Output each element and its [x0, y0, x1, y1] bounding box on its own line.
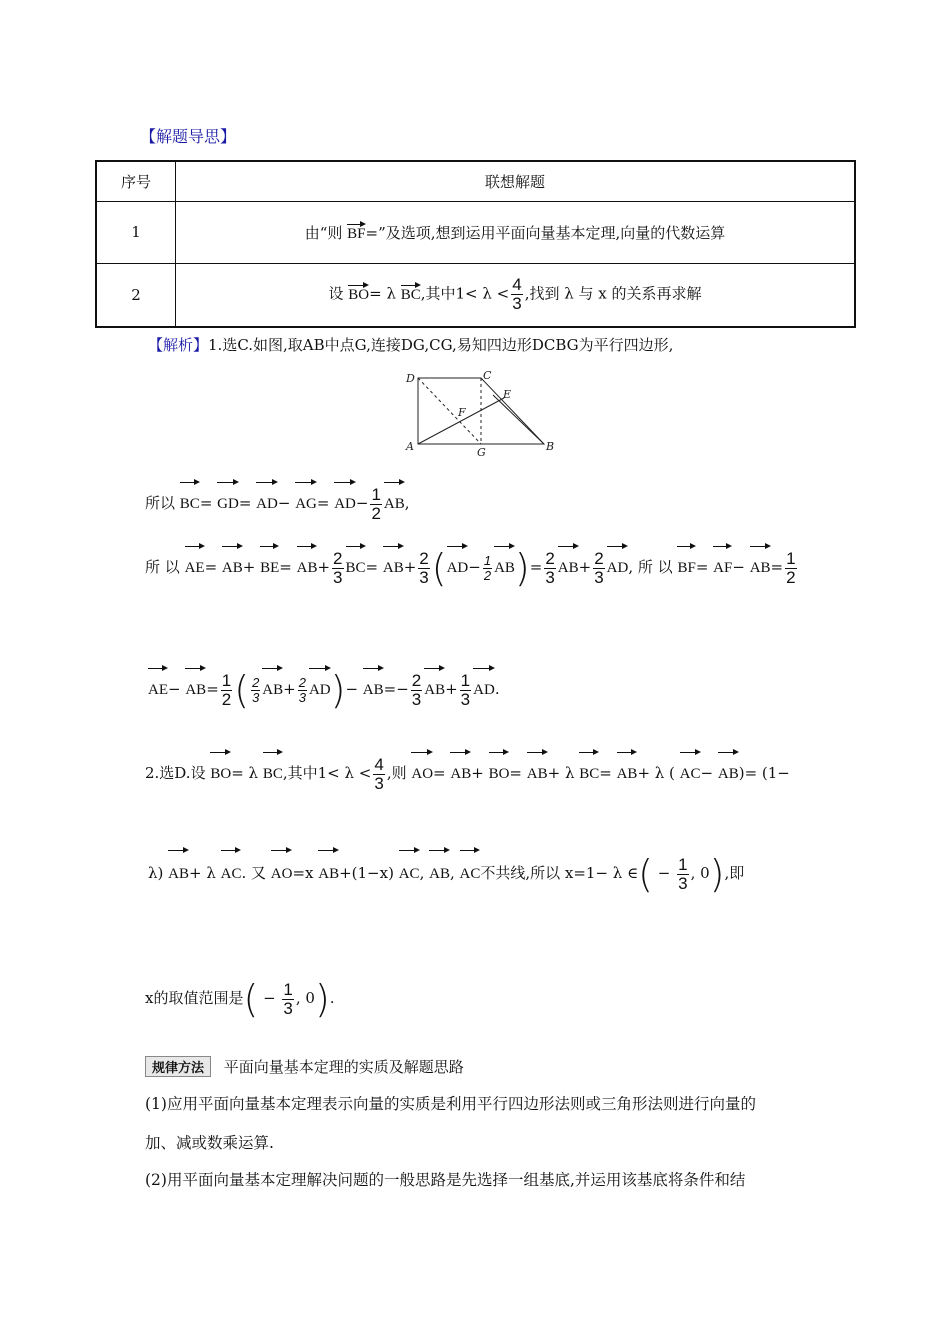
table-row-num: 2 [96, 263, 176, 327]
method-tag: 规律方法 [145, 1056, 211, 1077]
equation-line-5: λ) AB+ λ AC. 又 AO=x AB+(1−x) AC, AB, AC不共线,所以 x=1− λ ∈( − $\frac{1}{3}$ , 0),即 [148, 848, 744, 896]
method-title: 平面向量基本定理的实质及解题思路 [223, 1058, 464, 1076]
equation-line-4: 2.选D.设 BO= λ BC,其中1< λ < $\frac{4}{3}$ ,则 AO= AB+ BO= AB+ λ BC= AB+ λ ( AC− AB)= (1− [145, 750, 790, 794]
table-row-idea: 由“则 BF=”及选项,想到运用平面向量基本定理,向量的代数运算 [176, 201, 856, 263]
label-D: D [406, 372, 415, 385]
label-E: E [503, 388, 512, 401]
guide-label: 【解题导思】 [140, 127, 237, 146]
analysis-label: 【解析】 [148, 336, 209, 354]
label-C: C [483, 369, 492, 382]
method-paragraph-1b: 加、减或数乘运算. [145, 1134, 274, 1152]
guide-table [95, 160, 856, 328]
method-paragraph-2: (2)用平面向量基本定理解决问题的一般思路是先选择一组基底,并运用该基底将条件和结 [145, 1171, 746, 1189]
table-row [96, 263, 855, 327]
label-B: B [546, 440, 555, 453]
table-header-idea: 联想解题 [176, 161, 856, 201]
equation-line-3: AE− AB= $\frac{1}{2}$ ( $\frac{2}{3}$ AB+ $\frac{2}{3}$ AD)− AB=− $\frac{2}{3}$ AB+ $\frac{1}{3}$ AD. [148, 668, 500, 712]
table-row-idea: 设 BO= λ BC,其中1< λ < $\frac{4}{3}$ ,找到 λ 与 x 的关系再求解 [176, 263, 856, 327]
equation-line-1: 所以 BC= GD= AD− AG= AD− $\frac{1}{2}$ AB, [145, 480, 410, 524]
table-row [96, 201, 855, 263]
equation-line-2: 所 以 AE= AB+ BE= AB+ $\frac{2}{3}$ BC= AB+ $\frac{2}{3}$ (AD− $\frac{1}{2}$ AB)= $\frac{2}{3}$ AB+ $\frac{2}{3}$ AD, 所 以 BF= AF− AB= $\frac{1}{2}$ [145, 546, 796, 590]
analysis-intro: 【解析】1.选C.如图,取AB中点G,连接DG,CG,易知四边形DCBG为平行四边形, [148, 336, 674, 354]
method-header [145, 1056, 464, 1077]
vector: BO [348, 283, 369, 304]
vector: BC [401, 283, 421, 304]
table-row-num: 1 [96, 201, 176, 263]
equation-line-6: x的取值范围是( − $\frac{1}{3}$ , 0). [145, 977, 335, 1021]
label-F: F [458, 406, 466, 419]
label-A: A [406, 440, 414, 453]
table-header-num: 序号 [96, 161, 176, 201]
geometry-figure [398, 368, 558, 460]
vector: BF [347, 222, 365, 243]
fraction: $\frac{4}{3}$ [512, 275, 522, 314]
label-G: G [477, 446, 486, 459]
method-paragraph-1: (1)应用平面向量基本定理表示向量的实质是利用平行四边形法则或三角形法则进行向量的 [145, 1095, 756, 1113]
